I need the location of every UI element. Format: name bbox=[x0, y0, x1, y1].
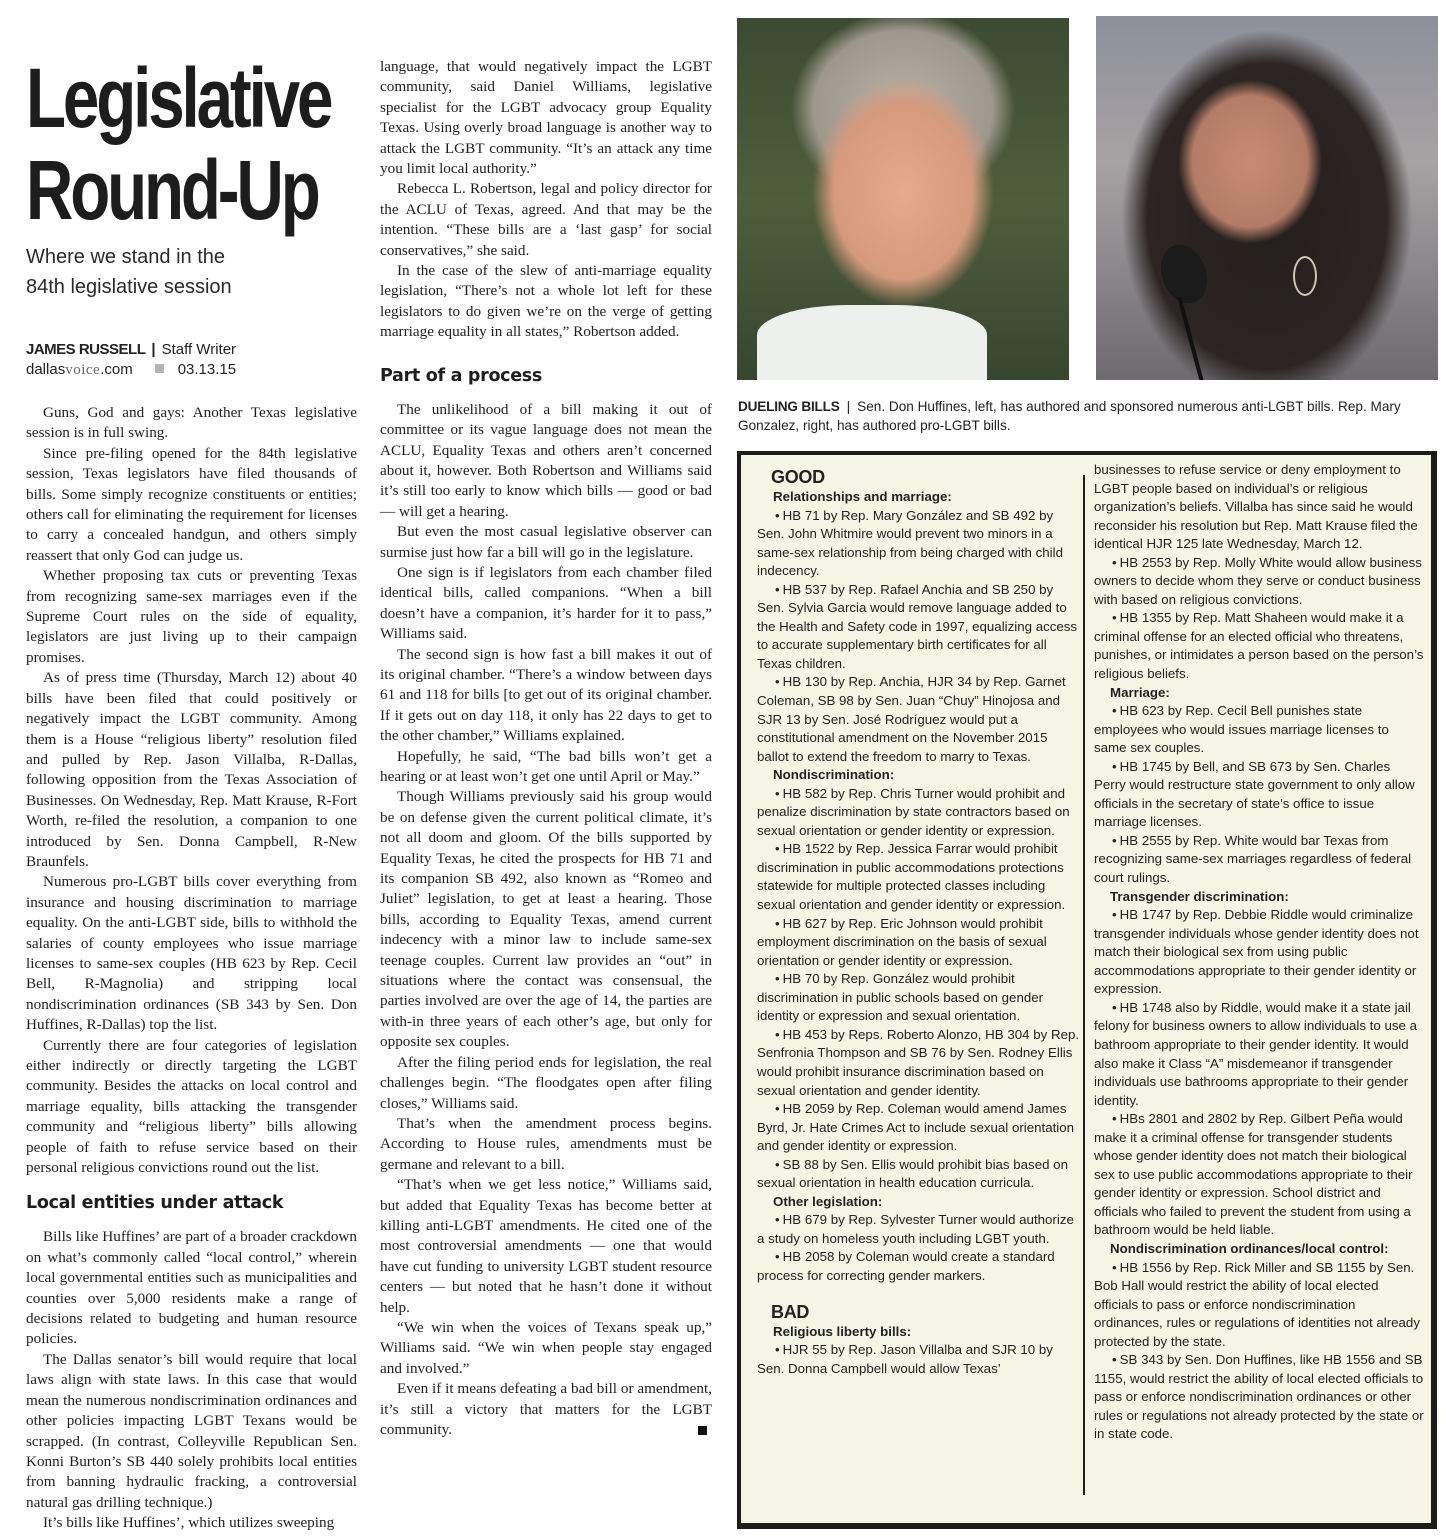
bill-text: HBs 2801 and 2802 by Rep. Gilbert Peña would make it a criminal offense for transgender students whose gender identity does not match their biological sex to use public accommodations appropriate to their gender identity or expression. School district and officials who failed to prevent the student from using a bathroom would be held liable. bbox=[1094, 1111, 1413, 1238]
paragraph: Guns, God and gays: Another Texas legislative session is in full swing. bbox=[26, 404, 357, 442]
bullet-icon: • bbox=[775, 507, 780, 523]
category-heading: Religious liberty bills: bbox=[773, 1323, 912, 1339]
category-heading: Relationships and marriage: bbox=[773, 489, 952, 504]
article-column-2 bbox=[380, 57, 712, 1440]
bullet-icon: • bbox=[1112, 832, 1117, 848]
bill-text: HB 1522 by Rep. Jessica Farrar would prohibit discrimination in public accommodations protections statewide for multiple protected classes including sexual orientation and gender identity or expression. bbox=[757, 841, 1066, 913]
bill-text: HB 2555 by Rep. White would bar Texas from recognizing same-sex marriages regardless of federal court rulings. bbox=[1094, 832, 1412, 886]
bill-text: HB 623 by Rep. Cecil Bell punishes state employees who would issues marriage licenses to same sex couples. bbox=[1094, 703, 1389, 756]
bullet-icon: • bbox=[775, 1212, 780, 1228]
bill-text: HB 537 by Rep. Rafael Anchia and SB 250 by Sen. Sylvia Garcia would remove language added to the Health and Safety code in 1997, equalizing access to accurate supplementary birth certificates for all Texas children. bbox=[757, 581, 1078, 671]
site-link[interactable]: dallasvoice.com bbox=[26, 361, 133, 378]
bullet-icon: • bbox=[775, 785, 780, 801]
subhead-local-entities: Local entities under attack bbox=[26, 1193, 284, 1214]
bullet-icon: • bbox=[1112, 1352, 1117, 1368]
section-heading: BAD bbox=[771, 1301, 810, 1322]
bill-text: HB 70 by Rep. González would prohibit discrimination in public schools based on gender identity or expression and sexual orientation. bbox=[757, 971, 1044, 1024]
category-heading: Marriage: bbox=[1110, 684, 1170, 700]
author-name: JAMES RUSSELL bbox=[26, 341, 146, 358]
bill-item bbox=[1094, 832, 1424, 888]
paragraph: “We win when the voices of Texans speak up,” Williams said. “We win when people stay engaged and involved.” bbox=[380, 1318, 712, 1377]
bill-item bbox=[1094, 702, 1424, 758]
bullet-icon: • bbox=[1112, 554, 1117, 570]
bill-text: HB 453 by Reps. Roberto Alonzo, HB 304 by Rep. Senfronia Thompson and SB 76 by Sen. Rodney Ellis would prohibit insurance discrimination based on sexual orientation and gender identity. bbox=[757, 1026, 1080, 1098]
microphone-stand bbox=[1177, 297, 1204, 380]
paragraph: The Dallas senator’s bill would require that local laws align with state laws. In this case that would mean the numerous nondiscrimination ordinances and other policies impacting LGBT Texans would be scrapped. (In contrast, Colleyville Republican Sen. Konni Burton’s SB 440 solely prohibits local entities from banning hydraulic fracking, a controversial natural gas drilling technique.) bbox=[26, 1350, 357, 1511]
byline-separator: | bbox=[151, 341, 156, 358]
paragraph: After the filing period ends for legislation, the real challenges begin. “The floodgates open after filing closes,” Williams said. bbox=[380, 1053, 712, 1112]
bill-item bbox=[757, 1100, 1082, 1156]
paragraph: The unlikelihood of a bill making it out of committee or its vague language does not mean the ACLU, Equality Texas and others aren’t concerned about it, however. Both Robertson and Williams said it’s still too early to know which bills — good or bad — will get a hearing. bbox=[380, 400, 712, 520]
photo-shirt-shape bbox=[757, 305, 987, 380]
paragraph: Bills like Huffines’ are part of a broader crackdown on what’s commonly called “local control,” wherein local governmental entities such as municipalities and counties over 5,000 residents make a range of decisions related to budgeting and human resource policies. bbox=[26, 1228, 357, 1348]
bill-text: HJR 55 by Rep. Jason Villalba and SJR 10 by Sen. Donna Campbell would allow Texas’ bbox=[757, 1342, 1053, 1376]
bill-item bbox=[1094, 1259, 1424, 1352]
bill-item bbox=[757, 1156, 1082, 1193]
bill-item bbox=[757, 970, 1082, 1026]
bullet-icon: • bbox=[1112, 1111, 1117, 1127]
bill-text: HB 627 by Rep. Eric Johnson would prohibit employment discrimination on the basis of sexual orientation or gender identity or expression. bbox=[757, 915, 1047, 968]
earring-shape bbox=[1293, 256, 1317, 296]
bullet-icon: • bbox=[775, 841, 780, 857]
author-role: Staff Writer bbox=[161, 341, 237, 358]
bill-item bbox=[757, 581, 1082, 674]
paragraph: Though Williams previously said his group would be on defense given the current political climate, it’s not all doom and gloom. Of the bills supported by Equality Texas, he cited the prospects for HB 71 and its companion SB 492, also known as “Romeo and Juliet” legislation, to get at least a hearing. Those bills, according to Equality Texas, amend current indecency with a minor law to include same-sex teenage couples. Current law provides an “out” in situations where the contact was consensual, the parties involved are over the age of 14, the parties are with-in three years of each other’s age, but only for opposite sex couples. bbox=[380, 788, 712, 1051]
bill-item bbox=[1094, 1110, 1424, 1240]
category-heading: Other legislation: bbox=[773, 1193, 883, 1209]
bill-item bbox=[1094, 999, 1424, 1110]
title-line-2: Round-Up bbox=[26, 143, 318, 237]
bill-item bbox=[1094, 906, 1424, 999]
subtitle-line-1: Where we stand in the bbox=[26, 246, 225, 268]
bill-item bbox=[757, 1026, 1082, 1100]
category-heading: Nondiscrimination ordinances/local control: bbox=[1110, 1240, 1389, 1256]
bill-text: HB 2553 by Rep. Molly White would allow business owners to decide whom they serve or conduct business with based on religious convictions. bbox=[1094, 554, 1422, 607]
bill-item bbox=[757, 673, 1082, 766]
bill-item-continued: businesses to refuse service or deny employment to LGBT people based on individual’s or religious organization’s beliefs. Villalba has since said he would reconsider his resolution but Rep. Matt Krause filed the identical HJR 125 late Wednesday, March 12. bbox=[1094, 462, 1418, 552]
sidebar-column-right bbox=[1094, 461, 1424, 1444]
category-heading: Transgender discrimination: bbox=[1110, 888, 1289, 904]
bullet-icon: • bbox=[1112, 1259, 1117, 1275]
page-title bbox=[26, 51, 331, 237]
subtitle-line-2: 84th legislative session bbox=[26, 276, 232, 298]
bill-text: HB 1748 also by Riddle, would make it a state jail felony for business owners to allow individuals to use a bathroom appropriate to their gender identity. It would also make it Class “A” misdemeanor if transgender individuals use bathrooms appropriate to their gender identity. bbox=[1094, 999, 1417, 1108]
bill-text: HB 582 by Rep. Chris Turner would prohibit and penalize discrimination by state contractors based on sexual orientation or gender identity or expression. bbox=[757, 785, 1070, 838]
paragraph: “That’s when we get less notice,” Williams said, but added that Equality Texas has become better at killing anti-LGBT amendments. He cited one of the most controversial amendments — one that would have cut funding to university LGBT student resource centers — but noted that he hasn’t done it without help. bbox=[380, 1176, 712, 1316]
publish-date: 03.13.15 bbox=[177, 361, 237, 378]
bill-item bbox=[1094, 1351, 1424, 1444]
bill-item bbox=[757, 1248, 1082, 1285]
bill-text: SB 88 by Sen. Ellis would prohibit bias based on sexual orientation in health education curricula. bbox=[757, 1156, 1068, 1191]
bill-text: SB 343 by Sen. Don Huffines, like HB 1556 and SB 1155, would restrict the ability of local elected officials to pass or enforce nondiscrimination ordinances or other rules or regulations not already protected by the state or in state code. bbox=[1094, 1352, 1424, 1442]
paragraph: One sign is if legislators from each chamber filed identical bills, called companions. “When a bill doesn’t have a companion, it’s harder for it to pass,” Williams said. bbox=[380, 563, 712, 643]
bullet-icon: • bbox=[1112, 907, 1117, 923]
category-heading: Nondiscrimination: bbox=[773, 767, 895, 783]
bill-list-sidebar bbox=[737, 451, 1437, 1529]
photo-don-huffines bbox=[737, 18, 1069, 380]
bullet-icon: • bbox=[775, 1156, 780, 1172]
caption-lead: DUELING BILLS bbox=[738, 399, 840, 414]
column-divider bbox=[1083, 475, 1085, 1495]
paragraph: That’s when the amendment process begins. According to House rules, amendments must be germane and relevant to a bill. bbox=[380, 1114, 712, 1173]
bill-text: HB 130 by Rep. Anchia, HJR 34 by Rep. Garnet Coleman, SB 98 by Sen. Juan “Chuy” Hinojosa and SJR 13 by Sen. José Rodríguez would put a constitutional amendment on the November 2015 ballot to extend the freedom to marry to Texas. bbox=[757, 674, 1066, 764]
title-line-1: Legislative bbox=[26, 51, 331, 145]
bullet-icon: • bbox=[775, 1026, 780, 1042]
bill-text: HB 679 by Rep. Sylvester Turner would authorize a study on homeless youth including LGBT youth. bbox=[757, 1212, 1074, 1246]
paragraph: The second sign is how fast a bill makes it out of its original chamber. “There’s a window between days 61 and 118 for bills [to get out of its original chamber. If it gets out on day 118, it only has 22 days to get to the other chamber,” Williams explained. bbox=[380, 645, 712, 745]
paragraph: Rebecca L. Robertson, legal and policy director for the ACLU of Texas, agreed. And that may be the intention. “These bills are a ‘last gasp’ for social conservatives,” she said. bbox=[380, 180, 712, 259]
photo-caption bbox=[738, 397, 1428, 435]
bill-item bbox=[757, 1211, 1082, 1248]
paragraph: Numerous pro-LGBT bills cover everything from insurance and housing discrimination to marriage equality. On the anti-LGBT side, bills to withhold the salaries of county employees who issue marriage licenses to same-sex couples (HB 623 by Rep. Cecil Bell, R-Magnolia) and stripping local nondiscrimination ordinances (SB 343 by Sen. Don Huffines, R-Dallas) top the list. bbox=[26, 873, 357, 1034]
bill-item bbox=[757, 507, 1082, 581]
subhead-part-of-process: Part of a process bbox=[380, 365, 543, 386]
paragraph: Hopefully, he said, “The bad bills won’t get a hearing or at least won’t get one until April or May.” bbox=[380, 747, 712, 785]
bullet-icon: • bbox=[775, 1342, 780, 1358]
paragraph: In the case of the slew of anti-marriage equality legislation, “There’s not a whole lot left for these legislators to do given we’re on the verge of getting marriage equality in all states,” Robertson added. bbox=[380, 262, 712, 341]
caption-separator: | bbox=[846, 399, 851, 414]
bill-text: HB 2058 by Coleman would create a standard process for correcting gender markers. bbox=[757, 1249, 1055, 1283]
bill-text: HB 2059 by Rep. Coleman would amend James Byrd, Jr. Hate Crimes Act to include sexual orientation and gender identity or expression. bbox=[757, 1101, 1075, 1154]
bullet-icon: • bbox=[775, 674, 780, 690]
bill-item bbox=[757, 1341, 1082, 1378]
headline-block bbox=[26, 51, 371, 298]
bullet-icon: • bbox=[775, 1249, 780, 1265]
bill-text: HB 1747 by Rep. Debbie Riddle would criminalize transgender individuals whose gender identity does not match their biological sex from using public accommodations appropriate to their gender identity or expression. bbox=[1094, 907, 1419, 997]
bullet-icon: • bbox=[775, 581, 780, 597]
paragraph: Since pre-filing opened for the 84th legislative session, Texas legislators have filed thousands of bills. Some simply recognize constituents or entities; others call for eliminating the requirement for licenses to carry a concealed handgun, and others simply reassert that only God can judge us. bbox=[26, 444, 357, 564]
bill-text: HB 71 by Rep. Mary González and SB 492 by Sen. John Whitmire would prevent two minors in a same-sex relationship from being charged with child indecency. bbox=[757, 507, 1063, 579]
sidebar-column-left bbox=[757, 467, 1082, 1378]
paragraph: It’s bills like Huffines’, which utilizes sweeping bbox=[43, 1514, 335, 1532]
bill-item bbox=[1094, 554, 1424, 610]
end-of-story-icon bbox=[698, 1426, 707, 1435]
bullet-icon: • bbox=[1112, 610, 1117, 626]
bullet-icon: • bbox=[775, 1101, 780, 1117]
bullet-icon: • bbox=[1112, 999, 1117, 1015]
paragraph: Whether proposing tax cuts or preventing Texas from recognizing same-sex marriages even if the Supreme Court rules on the side of equality, legislators are just living up to their campaign promises. bbox=[26, 567, 357, 666]
bill-item bbox=[757, 915, 1082, 971]
caption-text: Sen. Don Huffines, left, has authored and sponsored numerous anti-LGBT bills. Rep. Mary Gonzalez, right, has authored pro-LGBT bills. bbox=[738, 399, 1401, 433]
subtitle bbox=[26, 242, 232, 302]
bill-item bbox=[1094, 758, 1424, 832]
paragraph: language, that would negatively impact the LGBT community, said Daniel Williams, legislative specialist for the LGBT advocacy group Equality Texas. Using overly broad language is another way to attack the LGBT community. “It’s an attack any time you limit local authority.” bbox=[380, 58, 712, 178]
bullet-icon: • bbox=[775, 971, 780, 987]
square-icon bbox=[155, 364, 164, 373]
paragraph: Currently there are four categories of legislation either indirectly or directly targeting the LGBT community. Besides the attacks on local control and marriage equality, bills attacking the transgender community and “religious liberty” bills allowing people of faith to refuse service based on their personal religious convictions round out the list. bbox=[26, 1036, 357, 1177]
bullet-icon: • bbox=[1112, 703, 1117, 719]
bill-text: HB 1355 by Rep. Matt Shaheen would make it a criminal offense for an elected official who threatens, punishes, or intimidates a person based on the person’s religious beliefs. bbox=[1094, 610, 1424, 682]
photo-mary-gonzalez bbox=[1096, 16, 1438, 380]
bullet-icon: • bbox=[775, 915, 780, 931]
section-heading: GOOD bbox=[771, 467, 825, 487]
bullet-icon: • bbox=[1112, 758, 1117, 774]
bill-item bbox=[1094, 609, 1424, 683]
microphone-icon bbox=[1153, 238, 1215, 309]
paragraph: Even if it means defeating a bad bill or amendment, it’s still a victory that matters for the LGBT community. bbox=[380, 1380, 712, 1438]
paragraph: As of press time (Thursday, March 12) about 40 bills have been filed that could positively or negatively impact the LGBT community. Among them is a House “religious liberty” resolution filed and pulled by Rep. Jason Villalba, R-Dallas, following opposition from the Texas Association of Businesses. On Wednesday, Rep. Matt Krause, R-Fort Worth, re-filed the resolution, a companion to one introduced by Sen. Donna Campbell, R-New Braunfels. bbox=[26, 669, 357, 870]
paragraph: But even the most casual legislative observer can surmise just how far a bill will go in the legislature. bbox=[380, 523, 712, 561]
bill-item bbox=[757, 785, 1082, 841]
bill-text: HB 1556 by Rep. Rick Miller and SB 1155 by Sen. Bob Hall would restrict the ability of local elected officials to pass or enforce nondiscrimination ordinances, rules or regulations of identities not already protected by the state. bbox=[1094, 1259, 1420, 1349]
bill-text: HB 1745 by Bell, and SB 673 by Sen. Charles Perry would restructure state government to only allow officials in the secretary of state’s office to issue marriage licenses. bbox=[1094, 758, 1415, 830]
byline bbox=[26, 340, 236, 380]
bill-item bbox=[757, 840, 1082, 914]
article-column-1 bbox=[26, 403, 357, 1534]
